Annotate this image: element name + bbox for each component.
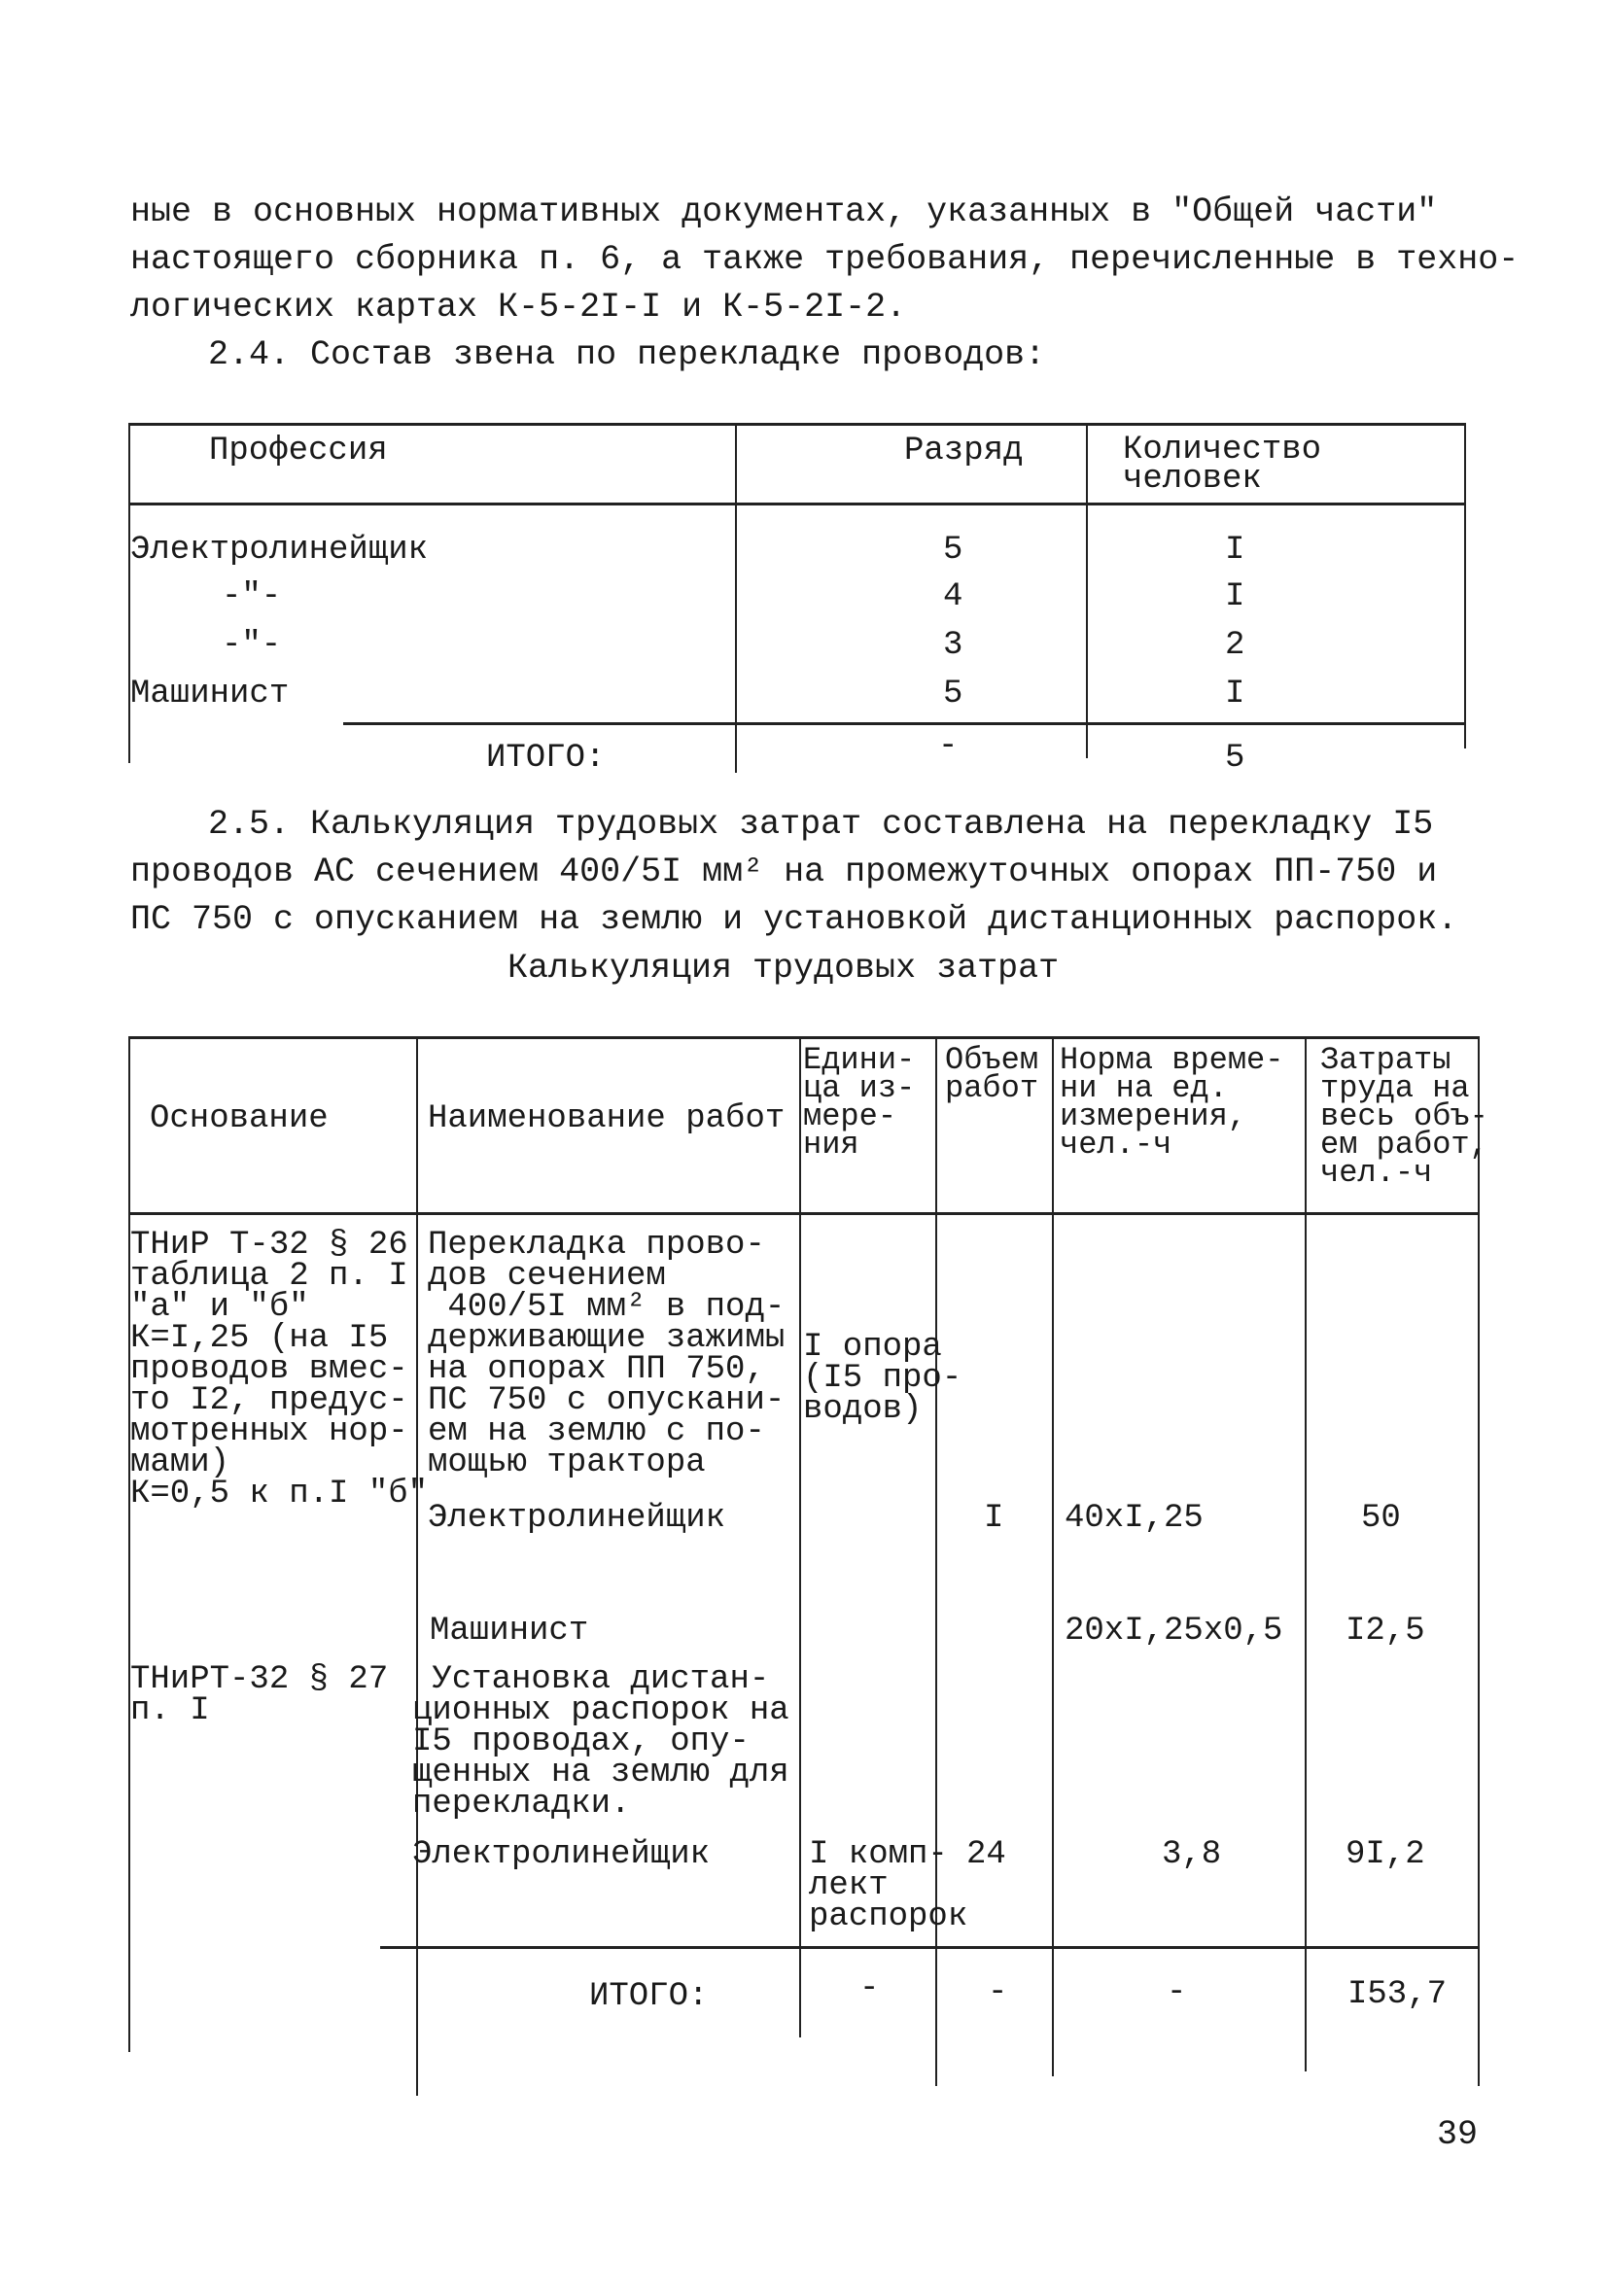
table-rule-horizontal	[128, 423, 1466, 426]
header-basis: Основание	[150, 1100, 329, 1137]
cost: I2,5	[1346, 1613, 1425, 1650]
header-volume: Объем работ	[945, 1042, 1039, 1106]
worker: Электролинейщик	[412, 1836, 711, 1873]
profession: -"-	[222, 627, 282, 664]
count: I	[1225, 676, 1245, 713]
table-rule-vertical	[1052, 1036, 1054, 2076]
header-grade: Разряд	[904, 433, 1024, 470]
grade: 5	[943, 532, 963, 569]
total-label: ИТОГО:	[589, 1978, 709, 2015]
text-line: ПС 750 с опусканием на землю и установкой дистанционных распорок.	[130, 900, 1458, 939]
total-count: 5	[1225, 740, 1245, 777]
count: I	[1225, 532, 1245, 569]
grade: 3	[943, 627, 963, 664]
cost: 50	[1361, 1500, 1401, 1537]
table-rule-vertical	[128, 1036, 130, 2052]
norm: 20xI,25x0,5	[1065, 1613, 1283, 1650]
total-volume: -	[988, 1974, 1008, 2011]
total-grade: -	[938, 728, 959, 765]
text-line: проводов АС сечением 400/5I мм² на промежуточных опорах ПП-750 и	[130, 852, 1438, 891]
header-norm: Норма време- ни на ед. измерения, чел.-ч	[1060, 1042, 1284, 1163]
worker: Машинист	[430, 1613, 589, 1650]
profession: -"-	[222, 578, 282, 615]
text-line: ные в основных нормативных документах, указанных в "Общей части"	[130, 192, 1438, 231]
table-rule-vertical	[799, 1036, 801, 2037]
table-rule-horizontal	[128, 1036, 1480, 1039]
table-rule-vertical	[1464, 423, 1466, 748]
table-rule-vertical	[1086, 423, 1088, 758]
total-cost: I53,7	[1347, 1976, 1448, 2013]
count: 2	[1225, 627, 1245, 664]
text-line: 2.5. Калькуляция трудовых затрат составлена на перекладку I5	[208, 805, 1434, 844]
volume: I	[984, 1500, 1004, 1537]
norm: 3,8	[1162, 1836, 1222, 1873]
grade: 5	[943, 676, 963, 713]
text-line: логических картах К-5-2I-I и К-5-2I-2.	[130, 288, 907, 327]
worker: Электролинейщик	[428, 1500, 726, 1537]
table-rule-horizontal	[128, 1212, 1480, 1215]
cost: 9I,2	[1346, 1836, 1425, 1873]
table-rule-vertical	[735, 423, 737, 773]
table-rule-horizontal	[128, 503, 1466, 505]
text-line: настоящего сборника п. 6, а также требования, перечисленные в техно-	[130, 240, 1520, 279]
basis: ТНиР Т-32 § 26 таблица 2 п. I "а" и "б" К=I,25 (на I5 проводов вмес- то I2, предус- мотренных нор- мами) К=0,5 к п.I "б"	[130, 1227, 429, 1513]
grade: 4	[943, 578, 963, 615]
header-count: Количество человек	[1123, 432, 1322, 498]
header-cost: Затраты труда на весь объ- ем работ, чел.-ч	[1320, 1042, 1488, 1191]
profession: Электролинейщик	[130, 532, 429, 569]
table-rule-vertical	[416, 1036, 418, 2096]
header-unit: Едини- ца из- мере- ния	[803, 1042, 916, 1163]
norm: 40xI,25	[1065, 1500, 1204, 1537]
total-unit: -	[859, 1970, 880, 2007]
work-name: Установка дистан- ционных распорок на I5 проводах, опу- щенных на землю для перекладки.	[412, 1661, 789, 1823]
basis: ТНиРТ-32 § 27 п. I	[130, 1661, 389, 1729]
profession: Машинист	[130, 676, 290, 713]
total-label: ИТОГО:	[486, 740, 606, 777]
table-rule-horizontal	[343, 722, 1466, 725]
section-heading: 2.4. Состав звена по перекладке проводов:	[208, 335, 1046, 374]
table-rule-vertical	[1305, 1036, 1307, 2071]
total-norm: -	[1167, 1974, 1187, 2011]
count: I	[1225, 578, 1245, 615]
header-work: Наименование работ	[428, 1100, 786, 1137]
header-profession: Профессия	[209, 433, 388, 470]
unit: I опора (I5 про- водов)	[803, 1329, 962, 1428]
page-number: 39	[1437, 2115, 1479, 2154]
table-title: Калькуляция трудовых затрат	[507, 949, 1060, 988]
unit: I комп- лект распорок	[809, 1836, 968, 1935]
work-name: Перекладка прово- дов сечением 400/5I мм² в под- держивающие зажимы на опорах ПП 750, ПС 750 с опускани- ем на землю с по- мощью трактора	[428, 1227, 786, 1481]
table-rule-vertical	[1478, 1036, 1480, 2086]
volume: 24	[966, 1836, 1006, 1873]
table-rule-horizontal	[380, 1946, 1480, 1949]
